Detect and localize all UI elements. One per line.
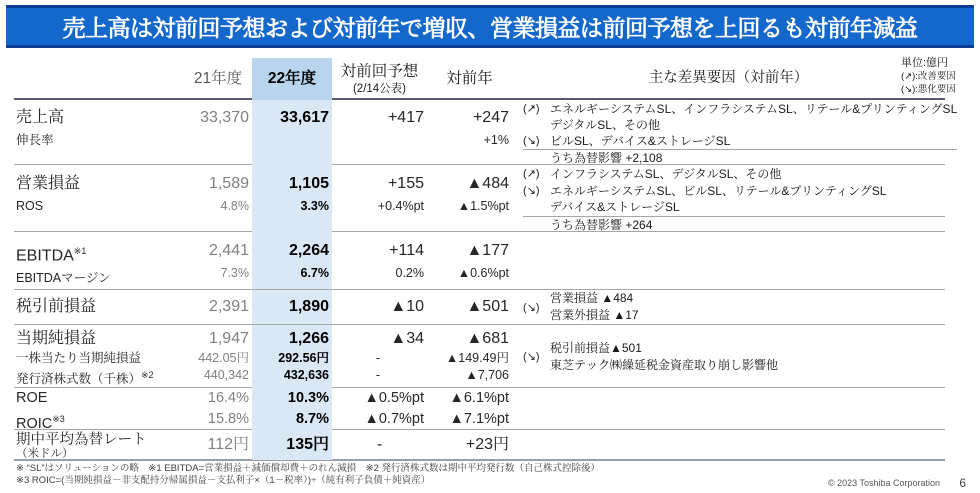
revenue-diff-down-line (523, 133, 957, 150)
ebitda-fy22-value: 2,264 (288, 242, 329, 259)
roic-label-text: ROIC (16, 415, 53, 432)
net-diff2-text: 東芝テック㈱繰延税金資産取り崩し影響他 (550, 357, 779, 372)
fx-vs-forecast-value: - (376, 436, 383, 453)
fx-label-sub: （米ドル） (16, 448, 74, 460)
net-vs-forecast-sub2: - (375, 368, 381, 382)
title-bar (6, 5, 974, 48)
roe-fy21-value: 16.4% (207, 390, 249, 406)
operating-fy21-sub: 4.8% (220, 199, 249, 213)
operating-label-sub: ROS (16, 199, 44, 213)
fx-vs-yoy-value: +23円 (465, 436, 509, 453)
operating-diff-fx-text: うち為替影響 +264 (550, 217, 653, 232)
roic-vs-yoy-value: ▲7.1%pt (449, 411, 509, 427)
revenue-label (14, 100, 184, 166)
net-vs-yoy (427, 325, 512, 388)
table-row-net-income (14, 325, 945, 388)
net-fy22 (252, 325, 332, 388)
revenue-diff-fx-line (523, 150, 957, 166)
header-vs-yoy: 対前年 (446, 70, 493, 87)
operating-fy21 (184, 165, 252, 233)
footnote-line1: ※ “SL”はソリューションの略 ※1 EBITDA=営業損益＋減価償却費＋のれん減損 ※2 発行済株式数は期中平均発行数（自己株式控除後） (16, 463, 601, 474)
table-row-roic (14, 409, 945, 430)
ebitda-vs-forecast-sub: 0.2% (395, 266, 424, 280)
header-fy22: 22年度 (252, 58, 332, 100)
revenue-vs-yoy-value: +247 (472, 109, 509, 126)
improve-arrow-legend: (↗):改善要因 (901, 71, 956, 82)
page-title: 売上高は対前回予想および対前年で増収、営業損益は前回予想を上回るも対前年減益 (62, 15, 918, 41)
ebitda-fy21 (184, 232, 252, 289)
worsen-arrow-icon: (↘) (523, 351, 540, 364)
footnote-line2: ※3 ROIC=(当期純損益－非支配持分帰属損益－支払利子×（1－税率）)÷（純有利子負債＋純資産） (16, 475, 431, 486)
worsen-arrow-legend: (↘):悪化要因 (901, 84, 956, 95)
marker-spacer (523, 199, 550, 216)
header-vs-forecast-title: 対前回予想 (340, 63, 419, 80)
results-table (14, 58, 958, 461)
revenue-vs-forecast (332, 100, 427, 166)
roe-label: ROE (16, 390, 48, 406)
operating-vs-yoy-value: ▲484 (466, 175, 509, 192)
net-diff-lines (550, 340, 778, 374)
header-vs-forecast (332, 58, 427, 100)
revenue-vs-yoy-sub: +1% (483, 133, 509, 147)
marker-spacer (523, 117, 550, 133)
net-diff1-text: 税引前損益▲501 (550, 340, 642, 355)
revenue-diff-up1-text: エネルギーシステムSL、インフラシステムSL、リテール&プリンティングSL (550, 102, 958, 116)
pretax-diff2-text: 営業外損益 ▲17 (550, 308, 639, 322)
operating-vs-forecast-sub: +0.4%pt (377, 199, 424, 213)
ebitda-label (14, 232, 184, 289)
operating-label (14, 165, 184, 233)
pretax-diff-factors (512, 290, 945, 324)
ebitda-vs-yoy-value: ▲177 (466, 242, 509, 259)
operating-vs-forecast-value: +155 (387, 175, 424, 192)
operating-diff-down-line1 (523, 183, 945, 200)
ebitda-vs-forecast (332, 232, 427, 289)
marker-spacer (523, 217, 550, 234)
net-vs-yoy-sub2: ▲7,706 (465, 368, 509, 382)
table-row-ebitda (14, 232, 945, 290)
net-label-sub2-text: 発行済株式数（千株） (16, 372, 142, 387)
header-diff-factors: 主な差異要因（対前年） (648, 70, 809, 86)
net-diff-factors (512, 325, 945, 388)
fx-label-main: 期中平均為替レート (16, 432, 147, 448)
operating-diff-down-line2 (523, 199, 945, 217)
revenue-diff-fx-text: うち為替影響 +2,108 (550, 151, 663, 165)
net-label-sub2 (16, 367, 184, 388)
net-vs-yoy-value: ▲681 (466, 330, 509, 347)
roic-fy22-value: 8.7% (252, 409, 332, 435)
revenue-fy21-value: 33,370 (200, 109, 249, 126)
operating-vs-yoy-sub: ▲1.5%pt (457, 199, 509, 213)
pretax-diff1-text: 営業損益 ▲484 (550, 291, 634, 305)
pretax-fy22-value: 1,890 (252, 290, 332, 324)
net-fy21-sub2: 440,342 (203, 368, 249, 382)
copyright: © 2023 Toshiba Corporation (827, 478, 940, 488)
table-row-revenue (14, 100, 958, 165)
roe-vs-yoy-value: ▲6.1%pt (449, 390, 509, 406)
worsen-arrow-icon: (↘) (523, 135, 540, 147)
fx-diff-factors (512, 430, 945, 460)
ebitda-fy22-sub: 6.7% (300, 266, 329, 280)
improve-arrow-icon: (↗) (523, 103, 540, 115)
operating-label-main: 営業損益 (16, 175, 81, 192)
table-row-fx-rate (14, 430, 945, 461)
operating-diff-up1-text: インフラシステムSL、デジタルSL、その他 (550, 167, 782, 181)
header-spacer (14, 58, 184, 100)
roic-fy21-value: 15.8% (207, 411, 249, 427)
roe-vs-forecast-value: ▲0.5%pt (364, 390, 424, 406)
worsen-arrow-icon: (↘) (523, 301, 540, 314)
revenue-vs-yoy (427, 100, 512, 166)
net-vs-forecast-value: ▲34 (390, 330, 424, 347)
revenue-diff-up-line1 (523, 101, 957, 117)
revenue-label-sub: 伸長率 (16, 133, 54, 147)
roic-footnote-ref: ※3 (52, 414, 65, 424)
table-row-operating (14, 165, 945, 232)
operating-vs-forecast (332, 165, 427, 233)
pretax-diff-lines (550, 290, 639, 324)
net-vs-forecast (332, 325, 427, 388)
roe-diff-factors (512, 388, 945, 409)
unit-label: 単位:億円 (901, 57, 949, 69)
ebitda-vs-yoy (427, 232, 512, 289)
net-label-main: 当期純損益 (16, 330, 97, 347)
ebitda-footnote-ref: ※1 (73, 246, 87, 256)
operating-diff-down1-text: エネルギーシステムSL、ビルSL、リテール&プリンティングSL (550, 183, 887, 198)
ebitda-fy22 (252, 232, 332, 289)
header-vs-forecast-sub: (2/14公表) (352, 83, 407, 95)
revenue-diff-factors (512, 100, 957, 166)
revenue-label-main: 売上高 (16, 109, 65, 126)
pretax-label: 税引前損益 (16, 298, 97, 315)
operating-diff-down2-text: デバイス&ストレージSL (550, 200, 680, 214)
ebitda-fy21-sub: 7.3% (220, 266, 249, 280)
revenue-diff-up-line2 (523, 117, 957, 133)
revenue-diff-down1-text: ビルSL、デバイス&ストレージSL (550, 134, 731, 148)
revenue-fy22 (252, 100, 332, 166)
ebitda-vs-forecast-value: +114 (389, 242, 424, 259)
net-fy21-value: 1,947 (208, 330, 249, 347)
net-fy22-value: 1,266 (288, 330, 329, 347)
ebitda-label-text: EBITDA (16, 247, 74, 265)
ebitda-vs-yoy-sub: ▲0.6%pt (457, 266, 509, 280)
table-row-roe (14, 388, 945, 409)
revenue-diff-up2-text: デジタルSL、その他 (550, 118, 660, 132)
footnotes (16, 463, 600, 487)
fx-fy21-value: 112円 (207, 436, 249, 453)
table-row-pretax (14, 290, 945, 325)
operating-diff-up-line (523, 166, 945, 183)
pretax-fy21-value: 2,391 (208, 298, 249, 315)
ebitda-label-sub: EBITDAマージン (16, 271, 111, 286)
operating-fy22-value: 1,105 (288, 175, 329, 192)
operating-fy21-value: 1,589 (208, 175, 249, 192)
ebitda-diff-factors (512, 232, 945, 289)
net-label-sub1: 一株当たり当期純損益 (16, 351, 142, 365)
operating-diff-fx-line (523, 217, 945, 234)
net-fy22-sub1: 292.56円 (278, 351, 329, 365)
operating-fy22 (252, 165, 332, 233)
page-number: 6 (959, 476, 966, 490)
operating-fy22-sub: 3.3% (300, 199, 329, 213)
pretax-vs-yoy-value: ▲501 (466, 298, 509, 315)
improve-arrow-icon: (↗) (523, 168, 540, 180)
net-fy21 (184, 325, 252, 388)
roic-vs-forecast-value: ▲0.7%pt (364, 411, 424, 427)
revenue-fy22-value: 33,617 (280, 109, 329, 126)
ebitda-label-main (16, 239, 184, 268)
worsen-arrow-icon: (↘) (523, 184, 540, 197)
net-vs-forecast-sub1: - (375, 351, 381, 365)
pretax-vs-forecast-value: ▲10 (390, 298, 424, 315)
table-header-row (14, 58, 945, 100)
operating-vs-yoy (427, 165, 512, 233)
roe-fy22-value: 10.3% (252, 388, 332, 409)
revenue-fy21 (184, 100, 252, 166)
ebitda-fy21-value: 2,441 (208, 242, 249, 259)
header-fy21: 21年度 (193, 70, 243, 87)
fx-fy22-value: 135円 (252, 430, 332, 460)
fx-label (14, 430, 184, 460)
revenue-vs-forecast-value: +417 (387, 109, 424, 126)
net-fy21-sub1: 442.05円 (198, 351, 249, 365)
operating-diff-factors (512, 165, 945, 233)
net-vs-yoy-sub1: ▲149.49円 (445, 351, 509, 365)
net-fy22-sub2: 432,636 (283, 368, 329, 382)
net-footnote-ref: ※2 (141, 370, 154, 380)
marker-spacer (523, 150, 550, 166)
net-label (14, 325, 184, 388)
